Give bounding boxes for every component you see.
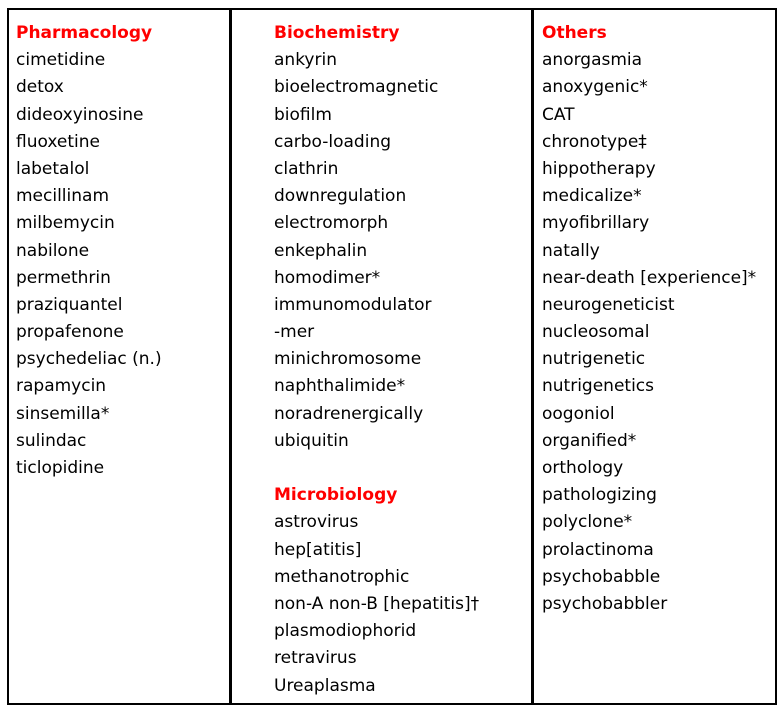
term-item: astrovirus [274, 512, 359, 533]
term-list [274, 509, 531, 699]
term-item: electromorph [274, 213, 389, 234]
term-item: labetalol [16, 158, 90, 179]
term-item: natally [542, 240, 600, 261]
term-list [542, 47, 775, 618]
term-item: fluoxetine [16, 131, 100, 152]
term-item: enkephalin [274, 240, 368, 261]
term-item: psychobabbler [542, 593, 668, 614]
term-item: CAT [542, 104, 575, 125]
term-item: biofilm [274, 104, 332, 125]
term-list [16, 47, 229, 482]
term-item: psychobabble [542, 566, 661, 587]
term-item: organified* [542, 430, 637, 451]
term-item: permethrin [16, 267, 111, 288]
term-item: polyclone* [542, 512, 633, 533]
term-item: nutrigenetic [542, 349, 646, 370]
term-item: plasmodiophorid [274, 621, 417, 642]
term-item: milbemycin [16, 213, 115, 234]
term-item: carbo-loading [274, 131, 392, 152]
term-item: dideoxyinosine [16, 104, 144, 125]
term-item: orthology [542, 458, 624, 478]
term-item: Ureaplasma [274, 675, 376, 696]
term-item: naphthalimide* [274, 376, 406, 397]
term-item: ticlopidine [16, 458, 105, 478]
term-item: nucleosomal [542, 322, 650, 343]
column-heading: Biochemistry [274, 23, 400, 43]
term-item: hep[atitis] [274, 539, 362, 560]
term-item: anoxygenic* [542, 77, 648, 98]
term-item: praziquantel [16, 294, 123, 315]
term-item: detox [16, 77, 64, 98]
term-item: minichromosome [274, 349, 422, 370]
term-table [7, 8, 777, 705]
column-others [531, 10, 775, 703]
term-item: chronotype‡ [542, 131, 647, 152]
term-item: mecillinam [16, 186, 110, 207]
term-item: sulindac [16, 430, 87, 451]
section-spacer [274, 455, 531, 482]
term-item: non-A non-B [hepatitis]† [274, 593, 480, 614]
term-item: nutrigenetics [542, 376, 655, 397]
term-item: noradrenergically [274, 403, 424, 424]
term-item: rapamycin [16, 376, 107, 397]
term-item: near-death [experience]* [542, 267, 757, 288]
term-item: myofibrillary [542, 213, 650, 234]
term-item: methanotrophic [274, 566, 410, 587]
column-heading: Others [542, 23, 607, 43]
term-list [274, 47, 531, 455]
column-pharmacology [9, 10, 229, 703]
term-item: ubiquitin [274, 430, 349, 451]
term-item: oogoniol [542, 403, 615, 424]
term-item: retravirus [274, 648, 357, 669]
term-item: pathologizing [542, 485, 657, 506]
term-item: anorgasmia [542, 50, 643, 71]
term-item: nabilone [16, 240, 90, 261]
column-heading: Pharmacology [16, 23, 153, 43]
column-biochemistry [229, 10, 531, 703]
term-item: neurogeneticist [542, 294, 675, 315]
term-item: psychedeliac (n.) [16, 349, 162, 370]
term-item: propafenone [16, 322, 124, 343]
term-item: clathrin [274, 158, 339, 179]
term-item: bioelectromagnetic [274, 77, 439, 98]
term-item: ankyrin [274, 50, 337, 71]
term-item: hippotherapy [542, 158, 656, 179]
term-item: medicalize* [542, 186, 642, 207]
term-item: prolactinoma [542, 539, 654, 560]
term-item: homodimer* [274, 267, 381, 288]
term-item: sinsemilla* [16, 403, 110, 424]
section-heading-microbiology: Microbiology [274, 485, 398, 506]
term-item: cimetidine [16, 50, 106, 71]
term-item: immunomodulator [274, 294, 432, 315]
term-item: -mer [274, 322, 315, 343]
term-item: downregulation [274, 186, 407, 207]
